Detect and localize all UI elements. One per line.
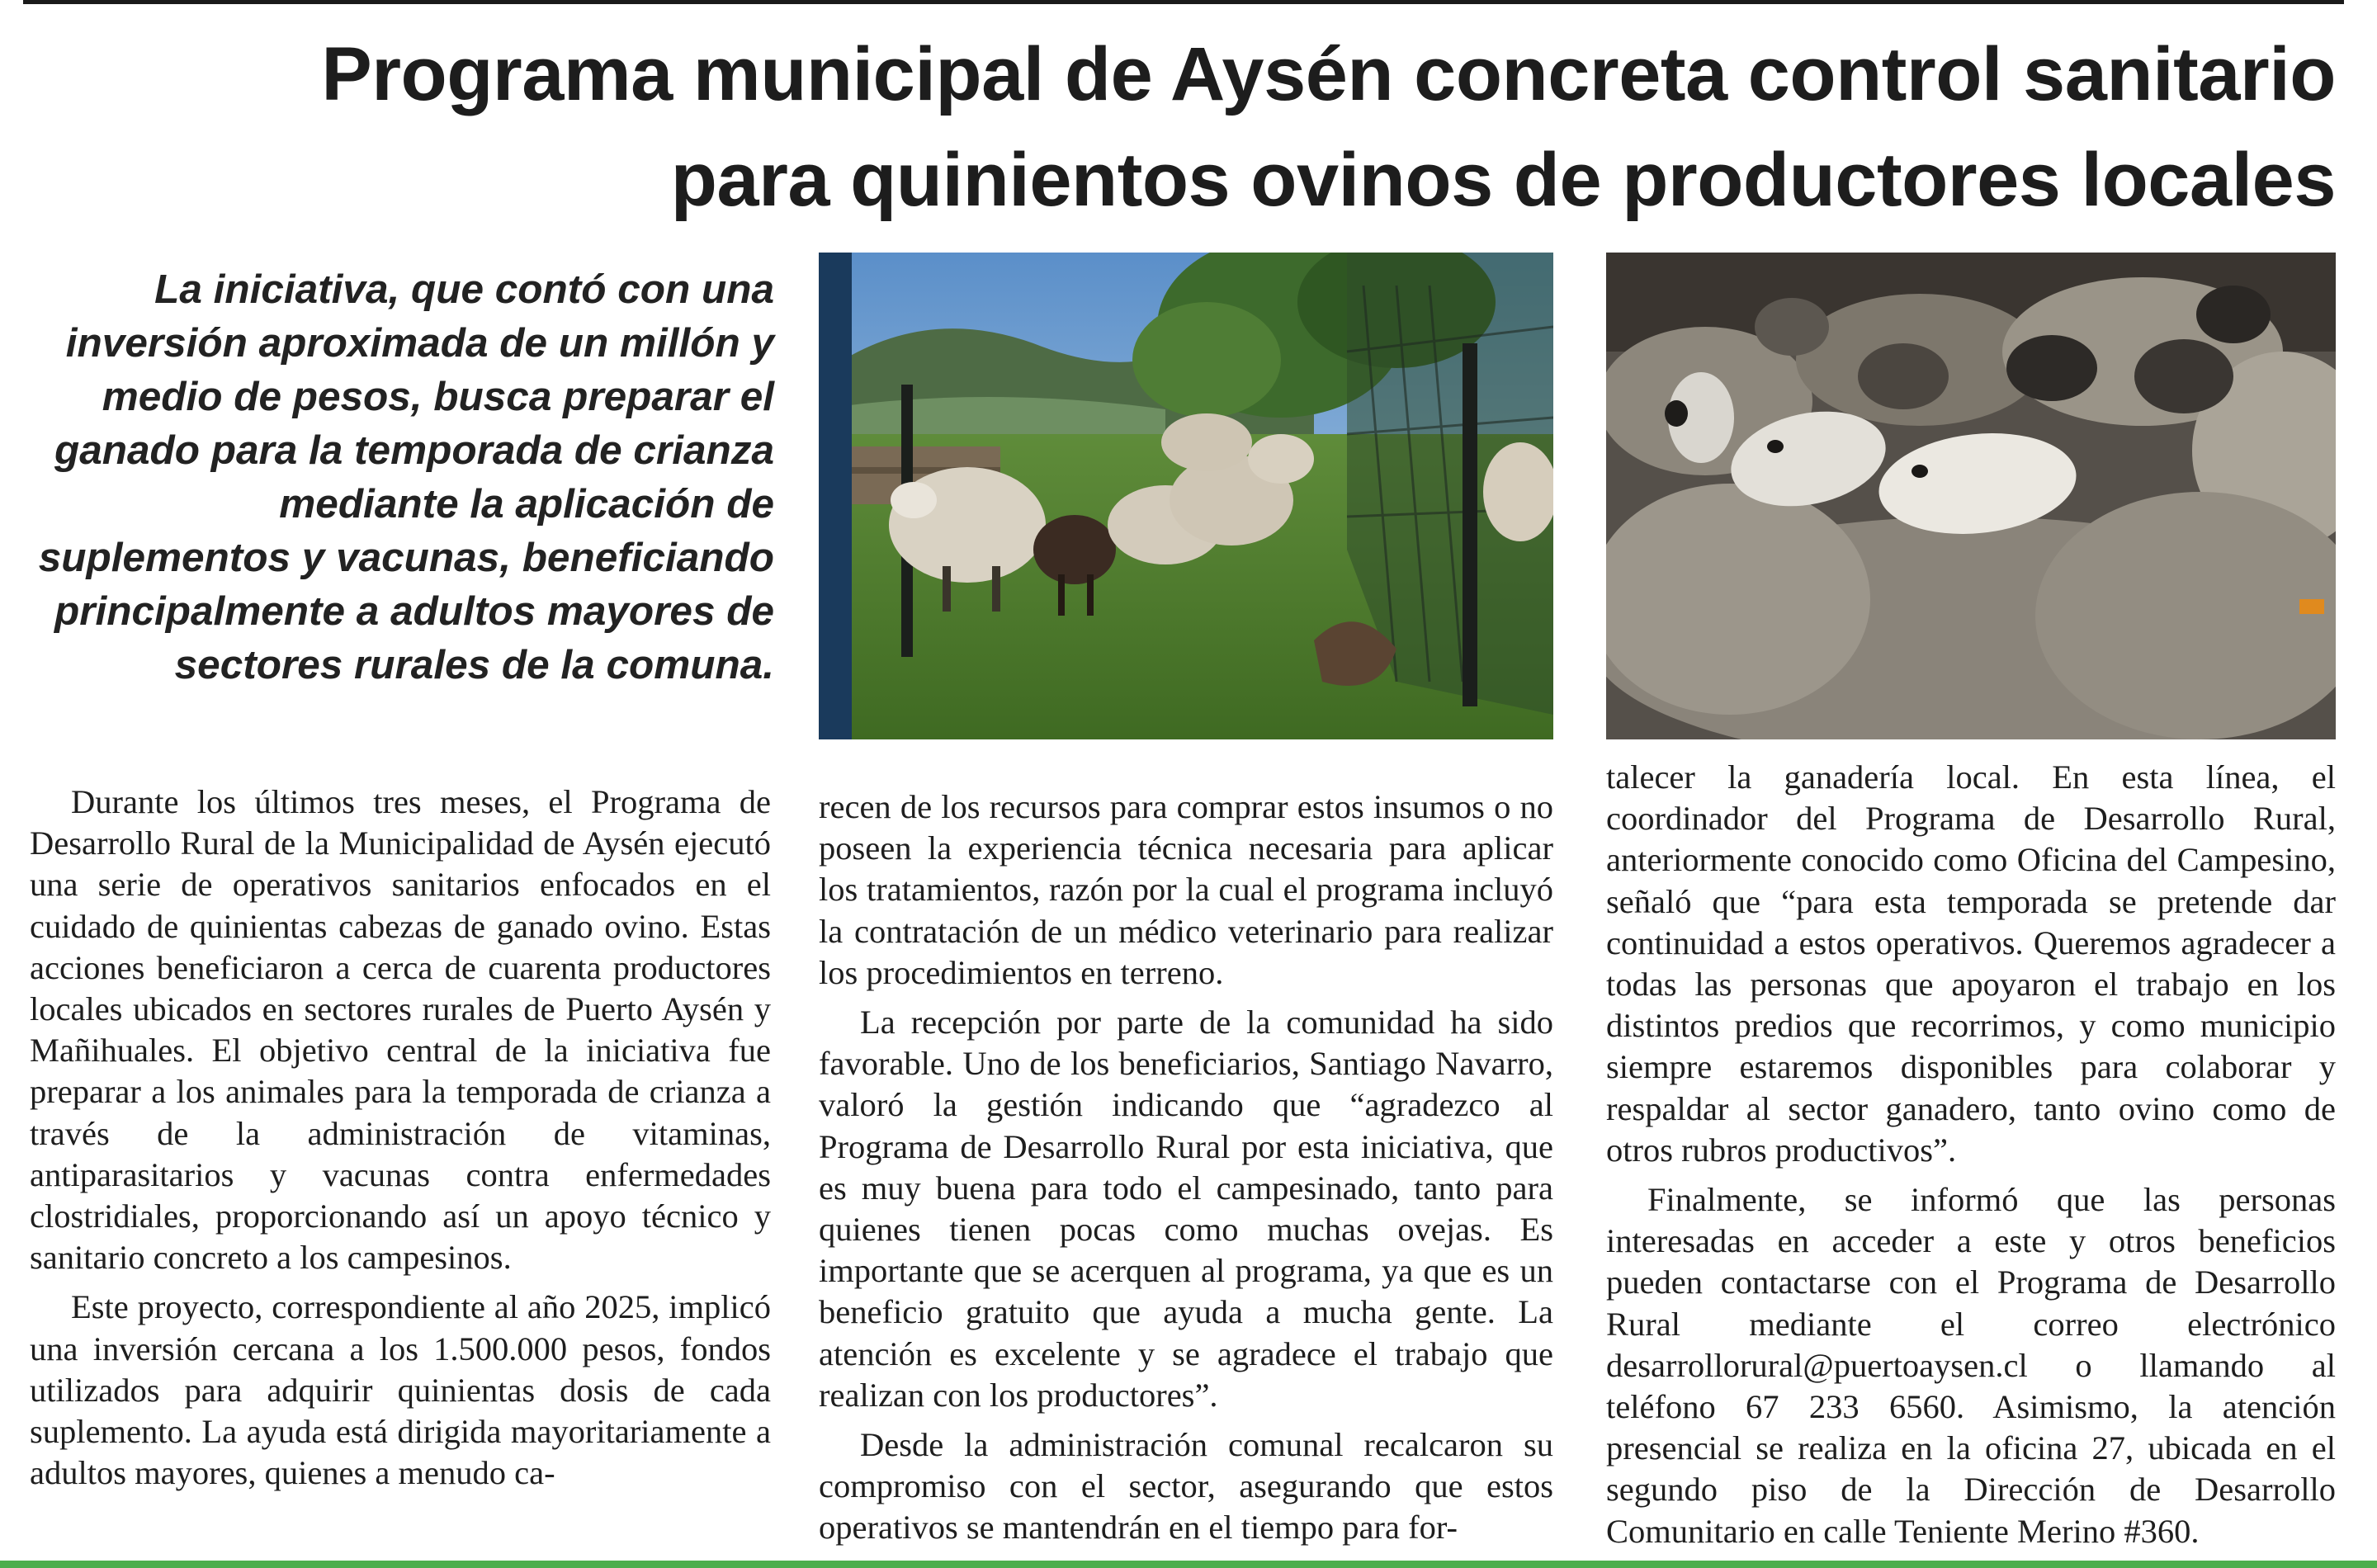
- sheep-pasture-photo: [819, 253, 1553, 739]
- headline: [50, 21, 2336, 233]
- body-paragraph: La recepción por parte de la comunidad ha sido favorable. Uno de los beneficiarios, Santiago Navarro, valoró la gestión indicando que “agradezco al Programa de Desarrollo Rural por esta iniciativa, que es muy buena para todo el campesinado, tanto para quienes tienen pocas como muchas ovejas. Es importante que se acerquen al programa, ya que es un beneficio gratuito que ayuda a mucha gente. La atención es excelente y se agradece el trabajo que realizan con los productores”.: [819, 1004, 1553, 1414]
- lede: La iniciativa, que contó con una inversión aproximada de un millón y medio de pesos, busca preparar el ganado para la temporada de crianza mediante la aplicación de suplementos y vacunas, beneficiando principalmente a adultos mayores de sectores rurales de la comuna.: [38, 267, 774, 687]
- sheep-flock-photo: [1606, 253, 2336, 739]
- text-column-2: [819, 786, 1553, 1549]
- headline-line-2: para quinientos ovinos de productores locales: [670, 138, 2336, 222]
- body-paragraph: Durante los últimos tres meses, el Programa de Desarrollo Rural de la Municipalidad de Aysén ejecutó una serie de operativos sanitarios enfocados en el cuidado de quinientas cabezas de ganado ovino. Estas acciones beneficiaron a cerca de cuarenta productores locales ubicados en sectores rurales de Puerto Aysén y Mañihuales. El objetivo central de la iniciativa fue preparar a los animales para la temporada de crianza a través de la administración de vitaminas, antiparasitarios y vacunas contra enfermedades clostridiales, proporcionando así un apoyo técnico y sanitario concreto a los campesinos.: [30, 783, 771, 1277]
- body-paragraph: Este proyecto, correspondiente al año 2025, implicó una inversión cercana a los 1.500.000 pesos, fondos utilizados para adquirir quinientas dosis de cada suplemento. La ayuda está dirigida mayoritariamente a adultos mayores, quienes a menudo ca-: [30, 1288, 771, 1492]
- text-column-1: [30, 782, 771, 1494]
- body-paragraph: Finalmente, se informó que las personas interesadas en acceder a este y otros beneficios pueden contactarse con el Programa de Desarrollo Rural mediante el correo electrónico desarrollorural@puertoaysen.cl o llamando al teléfono 67 233 6560. Asimismo, la atención presencial se realiza en la oficina 27, ubicada en el segundo piso de la Dirección de Desarrollo Comunitario en calle Teniente Merino #360.: [1606, 1181, 2336, 1550]
- top-rule: [23, 0, 2344, 4]
- sheep-flock-illustration: [1606, 253, 2336, 739]
- body-paragraph-continued: talecer la ganadería local. En esta línea, el coordinador del Programa de Desarrollo Rural, anteriormente conocido como Oficina del Campesino, señaló que “para esta temporada se pretende dar continuidad a estos operativos. Queremos agradecer a todas las personas que apoyaron el trabajo en los distintos predios que recorrimos, y como municipio siempre estaremos disponibles para colaborar y respaldar al sector ganadero, tanto ovino como de otros rubros productivos”.: [1606, 758, 2336, 1169]
- headline-line-1: Programa municipal de Aysén concreta control sanitario: [321, 32, 2336, 116]
- text-column-3: [1606, 757, 2336, 1552]
- bottom-accent-rule: [0, 1561, 2377, 1568]
- sheep-pasture-illustration: [819, 253, 1553, 739]
- body-paragraph-continued: recen de los recursos para comprar estos insumos o no poseen la experiencia técnica necesaria para aplicar los tratamientos, razón por la cual el programa incluyó la contratación de un médico veterinario para realizar los procedimientos en terreno.: [819, 788, 1553, 991]
- body-paragraph: Desde la administración comunal recalcaron su compromiso con el sector, asegurando que estos operativos se mantendrán en el tiempo para for-: [819, 1426, 1553, 1547]
